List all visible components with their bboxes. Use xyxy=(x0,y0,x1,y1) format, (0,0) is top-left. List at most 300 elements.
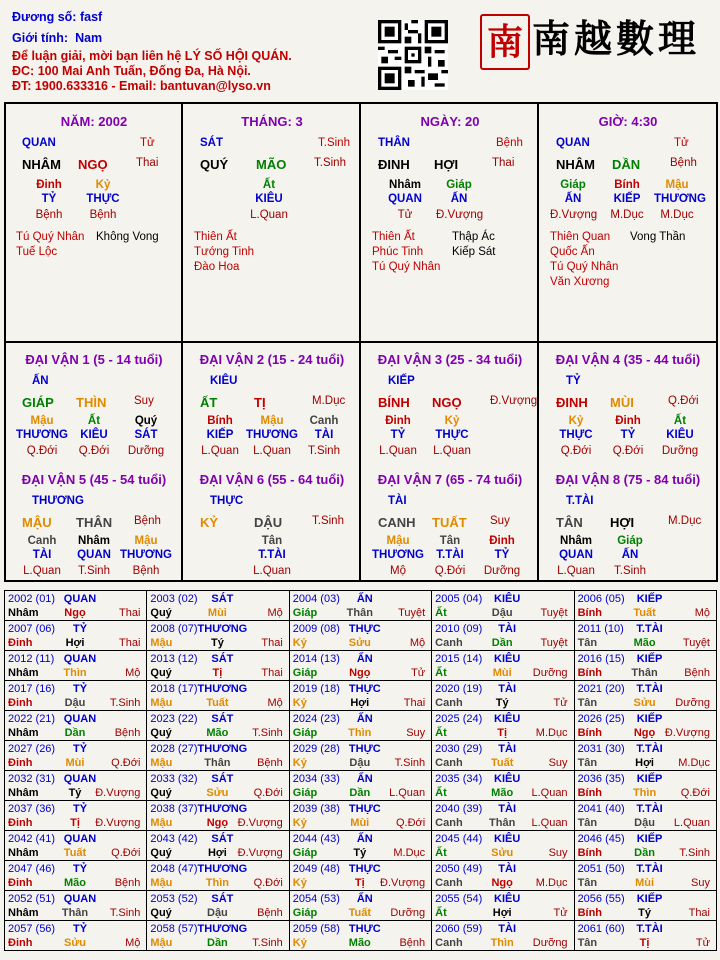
hidden-ten-god: TỶ xyxy=(390,429,406,441)
hidden-stage: L.Quan xyxy=(379,445,417,457)
year-branch: Hợi xyxy=(635,757,654,769)
star-good: Thiên Ất xyxy=(372,231,415,243)
year-stem: Tân xyxy=(577,637,598,649)
year-cell[interactable] xyxy=(289,831,431,861)
year-row xyxy=(5,861,717,891)
year-cell[interactable] xyxy=(432,921,574,951)
year-cell[interactable] xyxy=(432,711,574,741)
year-ten-god: TỶ xyxy=(72,623,88,635)
dai-van-branch: TỊ xyxy=(254,395,266,410)
year-cell[interactable] xyxy=(574,891,716,921)
dai-van-cell xyxy=(362,344,538,462)
year-stage: Đ.Vượng xyxy=(237,817,283,829)
year-ten-god: TÀI xyxy=(498,923,517,935)
year-branch: Thìn xyxy=(490,937,514,949)
year-cell[interactable] xyxy=(5,921,147,951)
year-cell[interactable] xyxy=(5,741,147,771)
hidden-stem: Mậu xyxy=(260,415,284,427)
year-cell[interactable] xyxy=(289,681,431,711)
year-stem: Quý xyxy=(150,607,172,619)
dai-van-branch: DẬU xyxy=(254,515,283,530)
year-stem: Quý xyxy=(150,667,172,679)
dai-van-title: ĐẠI VẬN 1 (5 - 14 tuổi) xyxy=(25,352,163,367)
year-cell[interactable] xyxy=(574,801,716,831)
year-cell[interactable] xyxy=(147,921,289,951)
year-branch: Mão xyxy=(206,727,229,739)
hidden-stage: Dưỡng xyxy=(483,565,521,577)
year-stage: Bệnh xyxy=(257,757,283,769)
year-stem: Canh xyxy=(435,877,463,889)
year-ten-god: THƯƠNG xyxy=(197,923,248,935)
dai-van-title: ĐẠI VẬN 8 (75 - 84 tuổi) xyxy=(555,472,701,487)
dai-van-title: ĐẠI VẬN 3 (25 - 34 tuổi) xyxy=(377,352,523,367)
dai-van-cell xyxy=(6,464,182,582)
hidden-stage: M.Dục xyxy=(610,209,644,221)
year-label: 2009 (08) xyxy=(292,623,340,635)
year-ten-god: KIẾP xyxy=(636,773,663,785)
year-label: 2041 (40) xyxy=(577,803,625,815)
dai-van-stage: Suy xyxy=(490,515,510,527)
dai-van-branch: MÙI xyxy=(610,395,634,410)
pillar-branch: DẦN xyxy=(612,157,641,172)
hidden-stem: Canh xyxy=(27,535,57,547)
hidden-ten-god: ẤN xyxy=(450,193,468,205)
year-label: 2032 (31) xyxy=(8,773,56,785)
year-cell[interactable] xyxy=(5,651,147,681)
year-stem: Ất xyxy=(435,727,447,739)
year-stage: M.Dục xyxy=(678,757,710,769)
year-cell[interactable] xyxy=(5,711,147,741)
year-stem: Ất xyxy=(435,667,447,679)
star-good: Tướng Tinh xyxy=(194,246,254,258)
year-cell[interactable] xyxy=(574,861,716,891)
year-cell[interactable] xyxy=(432,651,574,681)
year-stage: Đ.Vượng xyxy=(95,817,141,829)
star-good: Tú Quý Nhân xyxy=(372,261,441,273)
year-branch: Dậu xyxy=(491,607,513,619)
year-cell[interactable] xyxy=(574,921,716,951)
year-cell[interactable] xyxy=(5,801,147,831)
year-cell[interactable] xyxy=(5,621,147,651)
year-cell[interactable] xyxy=(574,651,716,681)
year-branch: Mão xyxy=(491,787,514,799)
year-ten-god: TỶ xyxy=(72,683,88,695)
dai-van-cell xyxy=(540,464,716,582)
year-branch: Ngọ xyxy=(633,727,656,739)
hidden-ten-god: TÀI xyxy=(32,549,52,561)
year-stage: Tử xyxy=(553,697,568,709)
year-label: 2039 (38) xyxy=(292,803,340,815)
year-stage: Dưỡng xyxy=(532,937,568,949)
year-branch: Sửu xyxy=(63,937,87,949)
year-stage: T.Sinh xyxy=(252,937,283,949)
year-stem: Kỷ xyxy=(292,697,307,709)
year-cell[interactable] xyxy=(147,621,289,651)
year-cell[interactable] xyxy=(147,711,289,741)
hidden-stem: Quý xyxy=(134,415,158,427)
year-row xyxy=(5,741,717,771)
year-stem: Bính xyxy=(577,787,603,799)
year-branch: Tý xyxy=(210,637,224,649)
year-cell[interactable] xyxy=(5,681,147,711)
year-stage: T.Sinh xyxy=(679,847,710,859)
year-cell[interactable] xyxy=(574,591,716,621)
year-label: 2044 (43) xyxy=(292,833,340,845)
year-cell[interactable] xyxy=(432,801,574,831)
year-cell[interactable] xyxy=(5,891,147,921)
year-stage: Bệnh xyxy=(257,907,283,919)
pillar-cell xyxy=(362,104,538,342)
year-branch: Tý xyxy=(638,907,651,919)
year-stage: Bệnh xyxy=(399,937,426,949)
year-label: 2036 (35) xyxy=(577,773,625,785)
year-cell[interactable] xyxy=(432,771,574,801)
year-branch: Thìn xyxy=(632,787,657,799)
year-stage: L.Quan xyxy=(389,787,426,799)
year-stem: Bính xyxy=(577,847,603,859)
hidden-ten-god: T.TÀI xyxy=(258,549,286,561)
year-stage: Suy xyxy=(548,757,568,769)
hidden-stage: T.Sinh xyxy=(614,565,646,577)
year-cell[interactable] xyxy=(289,711,431,741)
year-label: 2017 (16) xyxy=(8,683,56,695)
year-branch: Dần xyxy=(64,727,86,739)
year-cell[interactable] xyxy=(147,861,289,891)
year-stage: Thai xyxy=(688,907,710,919)
pillar-branch-stage: Bệnh xyxy=(670,157,697,169)
year-ten-god: THƯƠNG xyxy=(197,683,248,695)
year-stem: Giáp xyxy=(292,847,318,859)
owner-line xyxy=(12,10,102,25)
hidden-stem: Tân xyxy=(439,535,461,547)
hidden-ten-god: ẤN xyxy=(621,549,639,561)
year-stem: Nhâm xyxy=(8,847,39,859)
year-cell[interactable] xyxy=(5,831,147,861)
year-cell[interactable] xyxy=(147,681,289,711)
qr-code-icon xyxy=(378,20,448,90)
year-stage: Thai xyxy=(118,637,141,649)
star-good: Quốc Ấn xyxy=(550,246,595,258)
dai-van-cell xyxy=(540,344,716,462)
pillar-title: NĂM: 2002 xyxy=(60,114,128,129)
dai-van-cell xyxy=(184,344,360,462)
year-stem: Canh xyxy=(435,937,463,949)
year-stage: Q.Đới xyxy=(680,787,710,799)
hidden-stem: Đinh xyxy=(36,179,62,191)
year-stage: Đ.Vượng xyxy=(95,787,141,799)
dai-van-stage: Bệnh xyxy=(134,515,161,527)
dai-van-stem: ẤT xyxy=(200,395,218,410)
pillar-cell xyxy=(540,104,716,342)
red-seal-logo: 南 xyxy=(480,14,530,70)
year-branch: Hợi xyxy=(65,637,85,649)
year-cell[interactable] xyxy=(147,741,289,771)
hidden-stage: L.Quan xyxy=(201,445,239,457)
year-ten-god: T.TÀI xyxy=(636,923,663,935)
hidden-stem: Ất xyxy=(87,415,101,427)
brand-logo: 南越數理 xyxy=(532,16,701,61)
year-ten-god: T.TÀI xyxy=(636,683,663,695)
hidden-stem: Ất xyxy=(673,415,687,427)
year-label: 2013 (12) xyxy=(150,653,198,665)
year-label: 2047 (46) xyxy=(8,863,56,875)
hidden-ten-god: SÁT xyxy=(134,429,158,441)
hidden-stage: M.Dục xyxy=(660,209,694,221)
year-stem: Bính xyxy=(577,727,603,739)
hidden-stage: Q.Đới xyxy=(434,565,466,577)
year-row xyxy=(5,591,717,621)
year-cell[interactable] xyxy=(147,891,289,921)
pillar-ten-god: SÁT xyxy=(200,137,223,149)
year-branch: Thìn xyxy=(63,667,87,679)
hidden-ten-god: THƯƠNG xyxy=(654,193,706,205)
year-cell[interactable] xyxy=(5,771,147,801)
year-label: 2059 (58) xyxy=(292,923,340,935)
year-stage: Mộ xyxy=(125,667,141,679)
hidden-ten-god: QUAN xyxy=(77,549,111,561)
pillar-branch: NGỌ xyxy=(78,157,108,172)
year-stem: Bính xyxy=(577,907,603,919)
year-stem: Đinh xyxy=(8,757,33,769)
year-label: 2029 (28) xyxy=(292,743,340,755)
year-ten-god: KIẾP xyxy=(636,653,663,665)
year-cell[interactable] xyxy=(432,621,574,651)
year-cell[interactable] xyxy=(289,861,431,891)
year-branch: Tuất xyxy=(633,607,656,619)
year-ten-god: THỰC xyxy=(348,863,381,875)
year-cell[interactable] xyxy=(289,771,431,801)
hidden-stem: Nhâm xyxy=(560,535,592,547)
hidden-stage: L.Quan xyxy=(250,209,288,221)
year-stage: T.Sinh xyxy=(109,697,141,709)
year-stem: Canh xyxy=(435,637,463,649)
year-label: 2028 (27) xyxy=(150,743,198,755)
pillar-ten-god: QUAN xyxy=(556,137,590,149)
hidden-stage: Q.Đới xyxy=(560,445,592,457)
year-cell[interactable] xyxy=(574,711,716,741)
year-cell[interactable] xyxy=(432,891,574,921)
year-stage: Bệnh xyxy=(684,667,710,679)
hidden-stem: Bính xyxy=(207,415,233,427)
year-branch: Thân xyxy=(204,757,231,769)
hidden-stem: Kỷ xyxy=(444,415,460,427)
year-cell[interactable] xyxy=(289,591,431,621)
year-branch: Thân xyxy=(346,607,373,619)
hidden-stage: Đ.Vượng xyxy=(436,209,484,221)
year-cell[interactable] xyxy=(147,831,289,861)
year-label: 2051 (50) xyxy=(577,863,625,875)
year-cell[interactable] xyxy=(289,801,431,831)
year-stage: Tuyệt xyxy=(398,607,426,619)
year-ten-god: THỰC xyxy=(348,683,381,695)
dai-van-ten-god: THƯƠNG xyxy=(32,495,84,507)
year-stage: Tử xyxy=(411,667,426,679)
year-stage: M.Dục xyxy=(535,877,568,889)
year-cell[interactable] xyxy=(289,921,431,951)
year-cell[interactable] xyxy=(289,891,431,921)
year-label: 2048 (47) xyxy=(150,863,198,875)
year-ten-god: KIÊU xyxy=(494,833,521,845)
dai-van-ten-god: KIÊU xyxy=(210,375,238,387)
year-cell[interactable] xyxy=(147,651,289,681)
year-ten-god: QUAN xyxy=(63,593,97,605)
hidden-ten-god: QUAN xyxy=(388,193,422,205)
year-stem: Ất xyxy=(435,907,447,919)
year-ten-god: TÀI xyxy=(498,803,517,815)
year-cell[interactable] xyxy=(432,741,574,771)
year-cell[interactable] xyxy=(432,681,574,711)
pillar-branch-stage: Thai xyxy=(136,157,159,169)
hidden-ten-god: THỰC xyxy=(86,193,120,205)
year-ten-god: TÀI xyxy=(498,863,517,875)
dai-van-stage: Đ.Vượng xyxy=(490,395,538,407)
year-ten-god: THƯƠNG xyxy=(197,803,248,815)
star-good: Đào Hoa xyxy=(194,261,240,273)
year-stem: Mậu xyxy=(150,937,173,949)
year-ten-god: TÀI xyxy=(498,743,517,755)
year-label: 2031 (30) xyxy=(577,743,625,755)
year-stem: Nhâm xyxy=(8,607,39,619)
dai-van-stage: M.Dục xyxy=(668,515,702,527)
year-stage: Đ.Vượng xyxy=(380,877,426,889)
hidden-stem: Ất xyxy=(262,179,276,191)
year-stage: Tuyệt xyxy=(540,637,568,649)
year-label: 2033 (32) xyxy=(150,773,198,785)
dai-van-ten-god: THỰC xyxy=(210,495,244,507)
year-branch: Hợi xyxy=(492,907,512,919)
year-label: 2049 (48) xyxy=(292,863,340,875)
year-stem: Quý xyxy=(150,907,172,919)
year-label: 2018 (17) xyxy=(150,683,198,695)
year-branch: Tị xyxy=(70,817,80,829)
dai-van-ten-god: KIẾP xyxy=(388,375,415,387)
email-link[interactable]: bantuvan@lyso.vn xyxy=(160,79,271,93)
year-ten-god: SÁT xyxy=(211,893,234,905)
year-stage: Bệnh xyxy=(114,877,141,889)
year-stage: M.Dục xyxy=(535,727,568,739)
year-stem: Nhâm xyxy=(8,907,39,919)
hidden-stage: L.Quan xyxy=(253,565,291,577)
year-branch: Dậu xyxy=(634,817,655,829)
year-label: 2054 (53) xyxy=(292,893,340,905)
year-label: 2058 (57) xyxy=(150,923,198,935)
year-ten-god: ẤN xyxy=(356,833,373,845)
year-ten-god: KIẾP xyxy=(636,833,663,845)
year-label: 2008 (07) xyxy=(150,623,198,635)
year-cell[interactable] xyxy=(5,591,147,621)
year-cell[interactable] xyxy=(5,861,147,891)
hidden-stage: L.Quan xyxy=(433,445,471,457)
hidden-stem: Mậu xyxy=(30,415,54,427)
year-ten-god: TỶ xyxy=(72,863,88,875)
year-ten-god: THƯƠNG xyxy=(197,863,248,875)
year-stem: Kỷ xyxy=(292,757,307,769)
dai-van-title: ĐẠI VẬN 4 (35 - 44 tuổi) xyxy=(555,352,701,367)
dai-van-stem: TÂN xyxy=(556,515,583,530)
year-stem: Quý xyxy=(150,727,172,739)
year-stem: Giáp xyxy=(292,667,318,679)
hidden-ten-god: TỶ xyxy=(41,193,57,205)
year-ten-god: ẤN xyxy=(356,653,373,665)
year-cell[interactable] xyxy=(574,831,716,861)
year-branch: Thân xyxy=(61,907,89,919)
year-cell[interactable] xyxy=(289,741,431,771)
year-stage: T.Sinh xyxy=(394,757,426,769)
dai-van-branch: THÂN xyxy=(76,515,113,530)
year-branch: Thân xyxy=(489,817,516,829)
dai-van-stem: BÍNH xyxy=(378,395,410,410)
year-cell[interactable] xyxy=(147,801,289,831)
year-label: 2011 (10) xyxy=(577,623,624,635)
year-stage: T.Sinh xyxy=(252,727,283,739)
year-label: 2040 (39) xyxy=(435,803,483,815)
year-cell[interactable] xyxy=(147,591,289,621)
year-label: 2021 (20) xyxy=(577,683,625,695)
year-branch: Ngọ xyxy=(64,607,86,619)
star-bad: Kiếp Sát xyxy=(452,246,496,258)
pillar-cell xyxy=(184,104,360,342)
year-branch: Hợi xyxy=(207,847,227,859)
hidden-ten-god: QUAN xyxy=(559,549,593,561)
year-stem: Nhâm xyxy=(8,787,39,799)
year-stage: L.Quan xyxy=(673,817,710,829)
year-ten-god: THƯƠNG xyxy=(197,623,248,635)
hidden-stem: Canh xyxy=(309,415,339,427)
year-label: 2003 (02) xyxy=(150,593,198,605)
year-cell[interactable] xyxy=(574,681,716,711)
year-label: 2038 (37) xyxy=(150,803,198,815)
year-cell[interactable] xyxy=(432,861,574,891)
pillar-top-stage: T.Sinh xyxy=(318,137,350,149)
year-stage: Tuyệt xyxy=(682,637,710,649)
year-cell[interactable] xyxy=(574,741,716,771)
year-stem: Ất xyxy=(435,847,447,859)
year-label: 2061 (60) xyxy=(577,923,625,935)
hidden-stage: L.Quan xyxy=(253,445,291,457)
hidden-stem: Đinh xyxy=(615,415,641,427)
star-good: Phúc Tinh xyxy=(372,246,424,258)
year-cell[interactable] xyxy=(147,771,289,801)
year-stage: M.Dục xyxy=(393,847,426,859)
year-cell[interactable] xyxy=(432,591,574,621)
year-ten-god: SÁT xyxy=(211,593,234,605)
hidden-ten-god: KIÊU xyxy=(666,429,694,441)
year-label: 2043 (42) xyxy=(150,833,198,845)
year-cell[interactable] xyxy=(574,771,716,801)
hidden-stage: T.Sinh xyxy=(78,565,110,577)
phone: ĐT: 1900.633316 - Email: xyxy=(12,79,157,93)
year-cell[interactable] xyxy=(432,831,574,861)
hidden-ten-god: THƯƠNG xyxy=(16,429,68,441)
star-bad: Vong Thần xyxy=(630,231,686,243)
year-stem: Mậu xyxy=(150,757,173,769)
star-good: Văn Xương xyxy=(550,276,610,288)
year-branch: Dần xyxy=(207,937,228,949)
year-label: 2006 (05) xyxy=(577,593,625,605)
year-branch: Mùi xyxy=(350,817,370,829)
year-row xyxy=(5,651,717,681)
year-cell[interactable] xyxy=(289,621,431,651)
year-row xyxy=(5,891,717,921)
year-stage: Dưỡng xyxy=(390,907,426,919)
year-stem: Kỷ xyxy=(292,637,307,649)
year-branch: Dần xyxy=(634,847,655,859)
year-cell[interactable] xyxy=(574,621,716,651)
year-stage: Suy xyxy=(406,727,426,739)
star-good: Tuế Lộc xyxy=(16,246,58,258)
year-cell[interactable] xyxy=(289,651,431,681)
year-label: 2056 (55) xyxy=(577,893,625,905)
